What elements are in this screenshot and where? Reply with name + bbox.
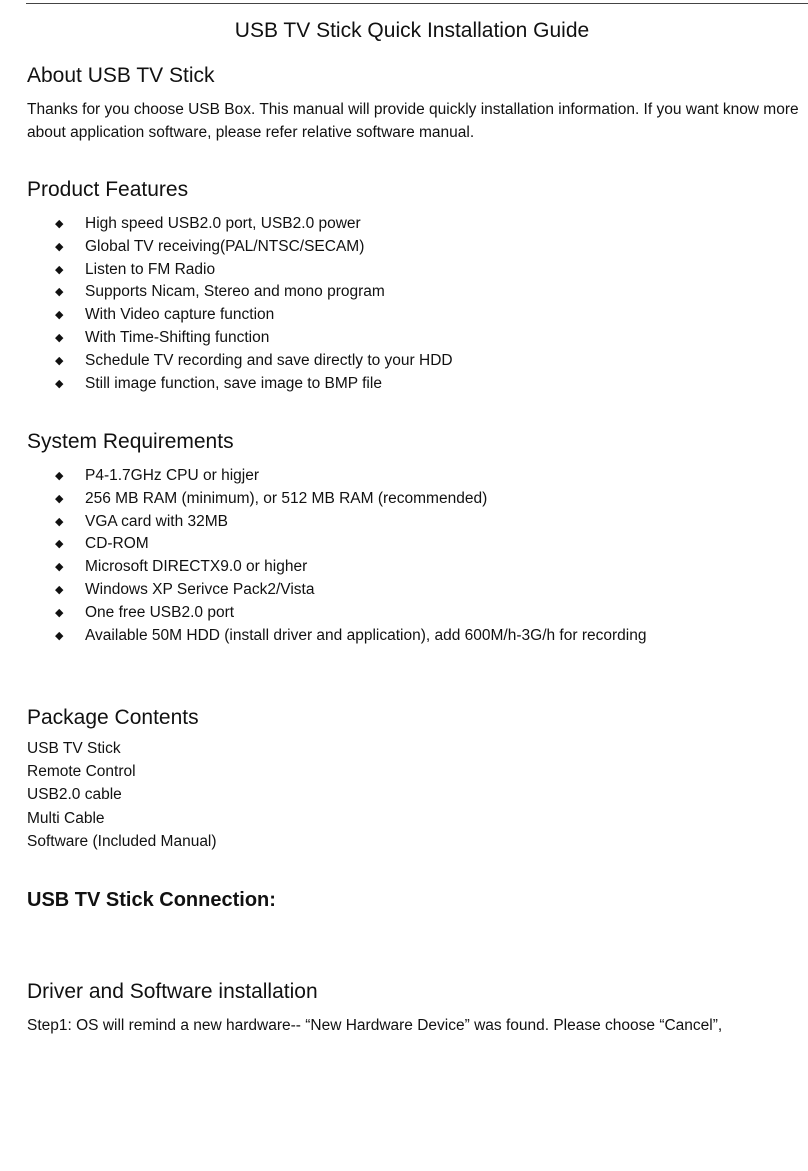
document-title: USB TV Stick Quick Installation Guide (234, 19, 590, 42)
driver-heading: Driver and Software installation (27, 980, 318, 1003)
requirements-heading: System Requirements (27, 430, 234, 453)
diamond-bullet-icon: ◆ (55, 515, 64, 528)
about-heading: About USB TV Stick (27, 64, 215, 87)
list-item-text: Global TV receiving(PAL/NTSC/SECAM) (85, 237, 365, 255)
about-paragraph-line-2: about application software, please refer relative software manual. (27, 124, 475, 141)
list-item-text: Microsoft DIRECTX9.0 or higher (85, 558, 308, 576)
diamond-bullet-icon: ◆ (55, 286, 64, 299)
list-item (0, 259, 453, 282)
top-rule (26, 3, 808, 4)
list-item (0, 625, 646, 648)
diamond-bullet-icon: ◆ (55, 561, 64, 574)
list-item (0, 511, 646, 534)
list-item (0, 533, 646, 556)
diamond-bullet-icon: ◆ (55, 538, 64, 551)
diamond-bullet-icon: ◆ (55, 629, 64, 642)
list-item-text: Listen to FM Radio (85, 260, 216, 278)
list-item (0, 327, 453, 350)
list-item-text: Available 50M HDD (install driver and application), add 600M/h-3G/h for recording (85, 626, 647, 644)
diamond-bullet-icon: ◆ (55, 492, 64, 505)
requirements-list (0, 465, 646, 647)
list-item-text: With Time-Shifting function (85, 328, 270, 346)
list-item: Remote Control (27, 763, 136, 781)
diamond-bullet-icon: ◆ (55, 583, 64, 596)
step1-paragraph: Step1: OS will remind a new hardware-- “New Hardware Device” was found. Please choose “Cancel”, (27, 1017, 723, 1034)
list-item-text: High speed USB2.0 port, USB2.0 power (85, 215, 361, 232)
list-item-text: Windows XP Serivce Pack2/Vista (85, 580, 315, 598)
list-item (0, 465, 646, 488)
diamond-bullet-icon: ◆ (55, 218, 64, 230)
list-item: Multi Cable (27, 809, 105, 827)
diamond-bullet-icon: ◆ (55, 309, 64, 322)
list-item (0, 236, 453, 259)
list-item: USB2.0 cable (27, 786, 122, 804)
list-item-text: CD-ROM (85, 535, 149, 553)
list-item (0, 579, 646, 602)
list-item-text: Still image function, save image to BMP file (85, 374, 382, 392)
diamond-bullet-icon: ◆ (55, 331, 64, 344)
list-item-text: Supports Nicam, Stereo and mono program (85, 283, 385, 301)
about-paragraph-line-1: Thanks for you choose USB Box. This manual will provide quickly installation information. If you want know more (27, 101, 799, 118)
list-item (0, 350, 453, 373)
package-list (27, 737, 217, 853)
list-item-text: 256 MB RAM (minimum), or 512 MB RAM (recommended) (85, 489, 488, 507)
features-list (0, 213, 453, 395)
diamond-bullet-icon: ◆ (55, 470, 64, 482)
diamond-bullet-icon: ◆ (55, 354, 64, 367)
list-item-text: One free USB2.0 port (85, 603, 235, 621)
list-item (0, 556, 646, 579)
list-item-text: P4-1.7GHz CPU or higjer (85, 467, 260, 484)
list-item: Software (Included Manual) (27, 832, 217, 850)
diamond-bullet-icon: ◆ (55, 263, 64, 276)
list-item (0, 373, 453, 396)
list-item (0, 213, 453, 236)
diamond-bullet-icon: ◆ (55, 240, 64, 253)
diamond-bullet-icon: ◆ (55, 377, 64, 390)
package-heading: Package Contents (27, 706, 199, 729)
diamond-bullet-icon: ◆ (55, 606, 64, 619)
list-item-text: Schedule TV recording and save directly to your HDD (85, 351, 453, 369)
list-item (0, 281, 453, 304)
list-item: USB TV Stick (27, 740, 121, 757)
list-item (0, 602, 646, 625)
list-item-text: VGA card with 32MB (85, 512, 229, 530)
features-heading: Product Features (27, 178, 189, 201)
list-item (0, 488, 646, 511)
list-item-text: With Video capture function (85, 306, 275, 324)
list-item (0, 304, 453, 327)
connection-heading: USB TV Stick Connection: (27, 889, 276, 911)
